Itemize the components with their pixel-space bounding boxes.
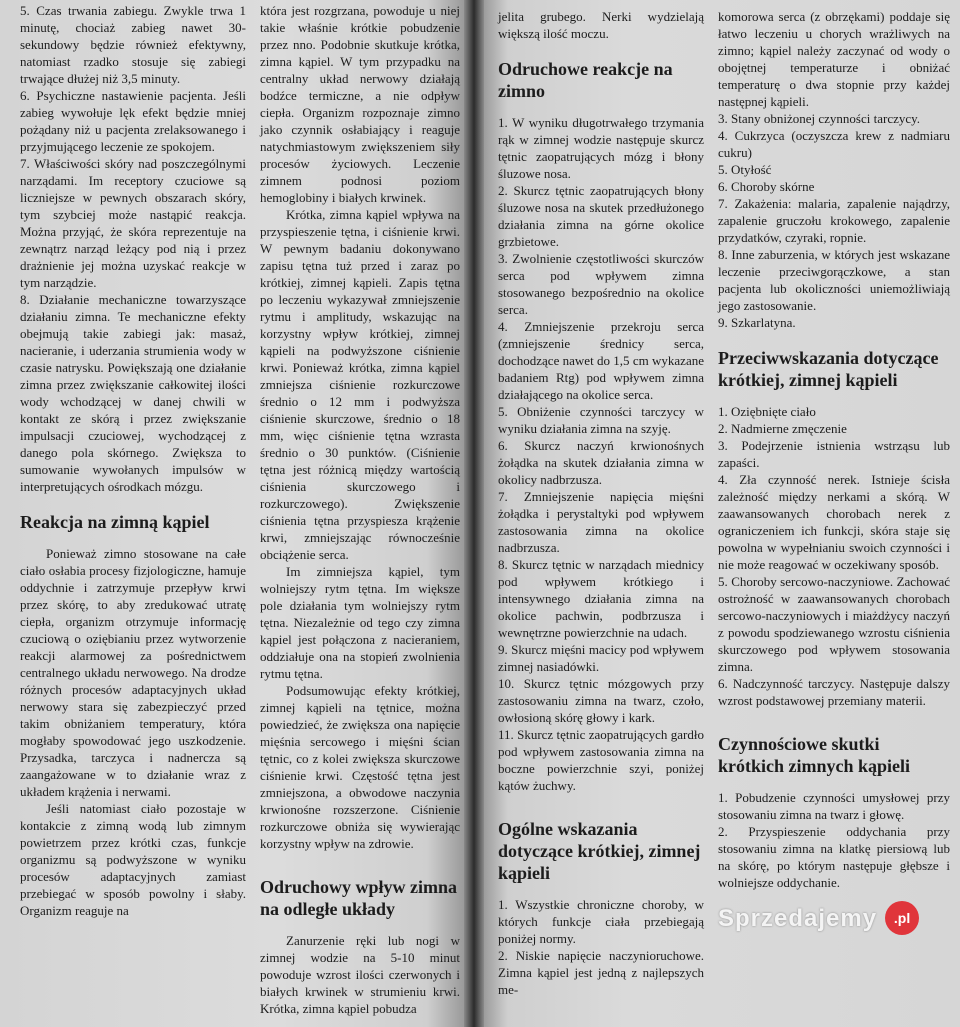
list-item: 7. Zmniejszenie napięcia mięśni żołądka i perystaltyki pod wpływem zastosowania zimna na okolice nadbrzusza. (498, 489, 704, 555)
list-item: 2. Niskie napięcie naczynioruchowe. Zimna kąpiel jest jedną z najlepszych me- (498, 948, 704, 997)
list-item: 5. Czas trwania zabiegu. Zwykle trwa 1 minutę, chociaż zabieg nawet 30-sekundowy będzie również efektywny, natomiast rzadko stosuje się zabiegi trwające dłużej niż 3,5 minuty. (20, 3, 246, 86)
list-item: 5. Obniżenie czynności tarczycy w wyniku działania zimna na szyję. (498, 404, 704, 436)
list-item: 8. Skurcz tętnic w narządach miednicy pod wpływem krótkiego i intensywnego działania zimna na okolice pachwin, podbrzusza i wewnętrzne powierzchnie na udach. (498, 557, 704, 640)
watermark-text: Sprzedajemy (718, 904, 878, 932)
list-item: 2. Nadmierne zmęczenie (718, 421, 847, 436)
left-page-column-2 (260, 2, 460, 1017)
list-item: 8. Działanie mechaniczne towarzyszące działaniu zimna. Te mechaniczne efekty obejmują takie zabiegi jak: masaż, nacieranie, i uderzania strumienia wody w czasie natrysku. Powiększają one działanie zimna przez zwiększanie całkowitej ilości wody wchodzącej w danej chwili w kontakt ze skórą i przez zwiększanie impulsacji czuciowej, wychodzącej z danego pola skórnego. Zwiększa to sumowanie wywołanych impulsów w interpretujących ośrodkach mózgu. (20, 292, 246, 494)
list-item: 3. Zwolnienie częstotliwości skurczów serca pod wpływem zimna stosowanego bezpośrednio na okolice serca. (498, 251, 704, 317)
paragraph: Ponieważ zimno stosowane na całe ciało osłabia procesy fizjologiczne, hamuje oddychnie i zatrzymuje przepływ krwi przez skórę, to aby zredukować utratę ciepła, organizm otrzymuje informację czuciową o oziębianiu przez wytworzenie reakcji alarmowej za pośrednictwem centralnego układu nerwowego. Na drodze różnych procesów adaptacyjnych układ nerwowy stara się zabezpieczyć przed takim obniżaniem temperatury, która mogłaby spowodować jego uszkodzenie. Przysadka, tarczyca i nadnercza są zaangażowane w to działanie wraz z układem krążenia i nerwami. (20, 546, 246, 799)
left-page-column-1 (20, 2, 246, 919)
list-item: 11. Skurcz tętnic zaopatrujących gardło pod wpływem zastosowania zimna na boczne powierzchnie szyi, poniżej kątów żuchwy. (498, 727, 704, 793)
left-page (0, 0, 464, 1027)
section-heading: Odruchowy wpływ zimna na odległe układy (260, 877, 458, 919)
section-heading: Odruchowe reakcje na zimno (498, 59, 673, 101)
list-item: 4. Zła czynność nerek. Istnieje ścisła zależność między nerkami a skórą. W zaawansowanych chorobach nerek z ograniczeniem ich funkcji, skóra staje się powolna w wypełnianiu swoich czynności i nie może reagować w oczekiwany sposób. (718, 472, 950, 572)
list-item: 1. Oziębnięte ciało (718, 404, 816, 419)
book-spine (464, 0, 484, 1027)
list-item: 9. Szkarlatyna. (718, 315, 796, 330)
paragraph: Podsumowując efekty krótkiej, zimnej kąpieli na tętnice, można powiedzieć, że zwiększa ona napięcie mięśnia sercowego i mięśni ścian tętnic, co z kolei zwiększa skurczowe ciśnienie krwi. Częstość tętna jest zmniejszona, a obwodowe naczynia krwionośne rozszerzone. Ciśnienie rozkurczowe obniża się wywierając korzystny wpływ na zdrowie. (260, 683, 460, 851)
list-item: 5. Otyłość (718, 162, 772, 177)
paragraph: która jest rozgrzana, powoduje u niej takie właśnie krótkie pobudzenie przez nno. Podobnie skutkuje krótka, zimna kąpiel. W tym przypadku na centralny układ nerwowy działają bodźce termiczne, a nie odpływ ciepła. Organizm rozpoznaje zimno jako czynnik osłabiający i reaguje natychmiastowym zwiększeniem siły procesów życiowych. Leczenie zimnem podnosi poziom hemoglobiny i białych krwinek. (260, 3, 460, 205)
paragraph: Jeśli natomiast ciało pozostaje w kontakcie z zimną wodą lub zimnym powietrzem przez krótki czas, funkcje organizmu są podwyższone w wyniku procesów adaptacyjnych zamiast przebiegać w sposób powolny i słaby. Organizm reaguje na (20, 801, 246, 918)
list-item: 6. Skurcz naczyń krwionośnych żołądka na skutek działania zimna w okolicy nadbrzusza. (498, 438, 704, 487)
list-item: 5. Choroby sercowo-naczyniowe. Zachować ostrożność w zaawansowanych chorobach sercowo-naczyniowych i miażdżycy naczyń z powodu spodziewanego wzrostu ciśnienia skurczowego pod wpływem stosowania zimna. (718, 574, 950, 674)
right-page-column-2 (718, 8, 950, 935)
section-heading: Ogólne wskazania dotyczące krótkiej, zimnej kąpieli (498, 819, 701, 883)
paragraph: Zanurzenie ręki lub nogi w zimnej wodzie na 5-10 minut powoduje wzrost ilości czerwonych i białych krwinek w strumieniu krwi. Krótka, zimna kąpiel pobudza (260, 933, 460, 1016)
paragraph: Im zimniejsza kąpiel, tym wolniejszy rytm tętna. Im większe pole działania tym wolniejszy rytm tętna. Niezależnie od tego czy zimna kąpiel jest połączona z nacieraniem, oddziałuje ona na stopień zwolnienia rytmu tętna. (260, 564, 460, 681)
list-item: 10. Skurcz tętnic mózgowych przy zastosowaniu zimna na twarz, czoło, owłosioną skórę głowy i kark. (498, 676, 704, 725)
section-heading: Reakcja na zimną kąpiel (20, 512, 210, 532)
right-page-column-1 (498, 8, 704, 998)
list-item: 9. Skurcz mięśni macicy pod wpływem zimnej nasiadówki. (498, 642, 704, 674)
list-item: 8. Inne zaburzenia, w których jest wskazane leczenie przeciwgorączkowe, a stan pacjenta lub okoliczności uniemożliwiają jego zastosowanie. (718, 247, 950, 313)
list-item: 2. Skurcz tętnic zaopatrujących błony śluzowe nosa na skutek przedłużonego działania zimna na górne okolice grzbietowe. (498, 183, 704, 249)
list-item: 6. Choroby skórne (718, 179, 815, 194)
list-item: 7. Zakażenia: malaria, zapalenie najądrzy, zapalenie gruczołu krokowego, zapalenie przydatków, czyraki, ropnie. (718, 196, 950, 245)
watermark (718, 901, 950, 935)
list-item: 1. Pobudzenie czynności umysłowej przy stosowaniu zimna na twarz i głowę. (718, 790, 950, 822)
list-item: 1. W wyniku długotrwałego trzymania rąk w zimnej wodzie następuje skurcz tętnic zaopatrujących mózg i błony śluzowe nosa. (498, 115, 704, 181)
section-heading: Przeciwwskazania dotyczące krótkiej, zimnej kąpieli (718, 348, 939, 390)
paragraph: jelita grubego. Nerki wydzielają większą ilość moczu. (498, 9, 704, 41)
list-item: 3. Stany obniżonej czynności tarczycy. (718, 111, 921, 126)
list-item: 1. Wszystkie chroniczne choroby, w których funkcje ciała przebiegają poniżej normy. (498, 897, 704, 946)
list-item: 2. Przyspieszenie oddychania przy stosowaniu zimna na klatkę piersiową lub na skórę, po którym następuje głębsze i wolniejsze oddychanie. (718, 824, 950, 890)
section-heading: Czynnościowe skutki krótkich zimnych kąpieli (718, 734, 911, 776)
list-item: 4. Zmniejszenie przekroju serca (zmniejszenie średnicy serca, dochodzące nawet do 1,5 cm wykazane badaniem Rtg) pod wpływem zimna działającego na okolice serca. (498, 319, 704, 402)
list-item: 6. Psychiczne nastawienie pacjenta. Jeśli zabieg wywołuje lęk efekt będzie mniej pożądany niż u pacjenta zrelaksowanego i przyjmującego leczenie ze spokojem. (20, 88, 246, 154)
list-item: 7. Właściwości skóry nad poszczególnymi narządami. Im receptory czuciowe są liczniejsze w pewnych obszarach skóry, tym szybciej może nastąpić reakcja. Można przyjąć, że skóra reprezentuje na zewnątrz narząd leżący pod nią i przez drażnienie jej można uzyskać reakcje w tym narządzie. (20, 156, 246, 290)
list-item: 6. Nadczynność tarczycy. Następuje dalszy wzrost podstawowej przemiany materii. (718, 676, 950, 708)
right-page (484, 0, 960, 1027)
list-item: komorowa serca (z obrzękami) poddaje się łatwo leczeniu u chorych wrażliwych na zimno; kąpiel należy zaczynać od wody o obojętnej temperaturze i obniżać temperaturę o dwa stopnie przy każdej następnej kąpieli. (718, 9, 950, 109)
list-item: 3. Podejrzenie istnienia wstrząsu lub zapaści. (718, 438, 950, 470)
paragraph: Krótka, zimna kąpiel wpływa na przyspieszenie tętna, i ciśnienie krwi. W pewnym badaniu dokonywano zapisu tętna tuż przed i zaraz po krótkiej, zimnej kąpieli. Zapis tętna po leczeniu wykazywał zmniejszenie rytmu i amplitudy, wskazując na korzystny wpływ krótkiej, zimnej kąpieli na podwyższone ciśnienie krwi. Ponieważ krótka, zimna kąpiel zmniejsza ciśnienie rozkurczowe średnio o 12 mm i podwyższa ciśnienie skurczowe, średnio o 18 mm, więc ciśnienie tętna wzrasta średnio o 30 punktów. (Ciśnienie tętna jest różnicą między wartością ciśnienia skurczowego i rozkurczowego). Zwiększenie ciśnienia tętna przyspiesza krążenie krwi, zmniejszając równocześnie obciążenie serca. (260, 207, 460, 562)
watermark-badge: .pl (885, 901, 919, 935)
list-item: 4. Cukrzyca (oczyszcza krew z nadmiaru cukru) (718, 128, 950, 160)
